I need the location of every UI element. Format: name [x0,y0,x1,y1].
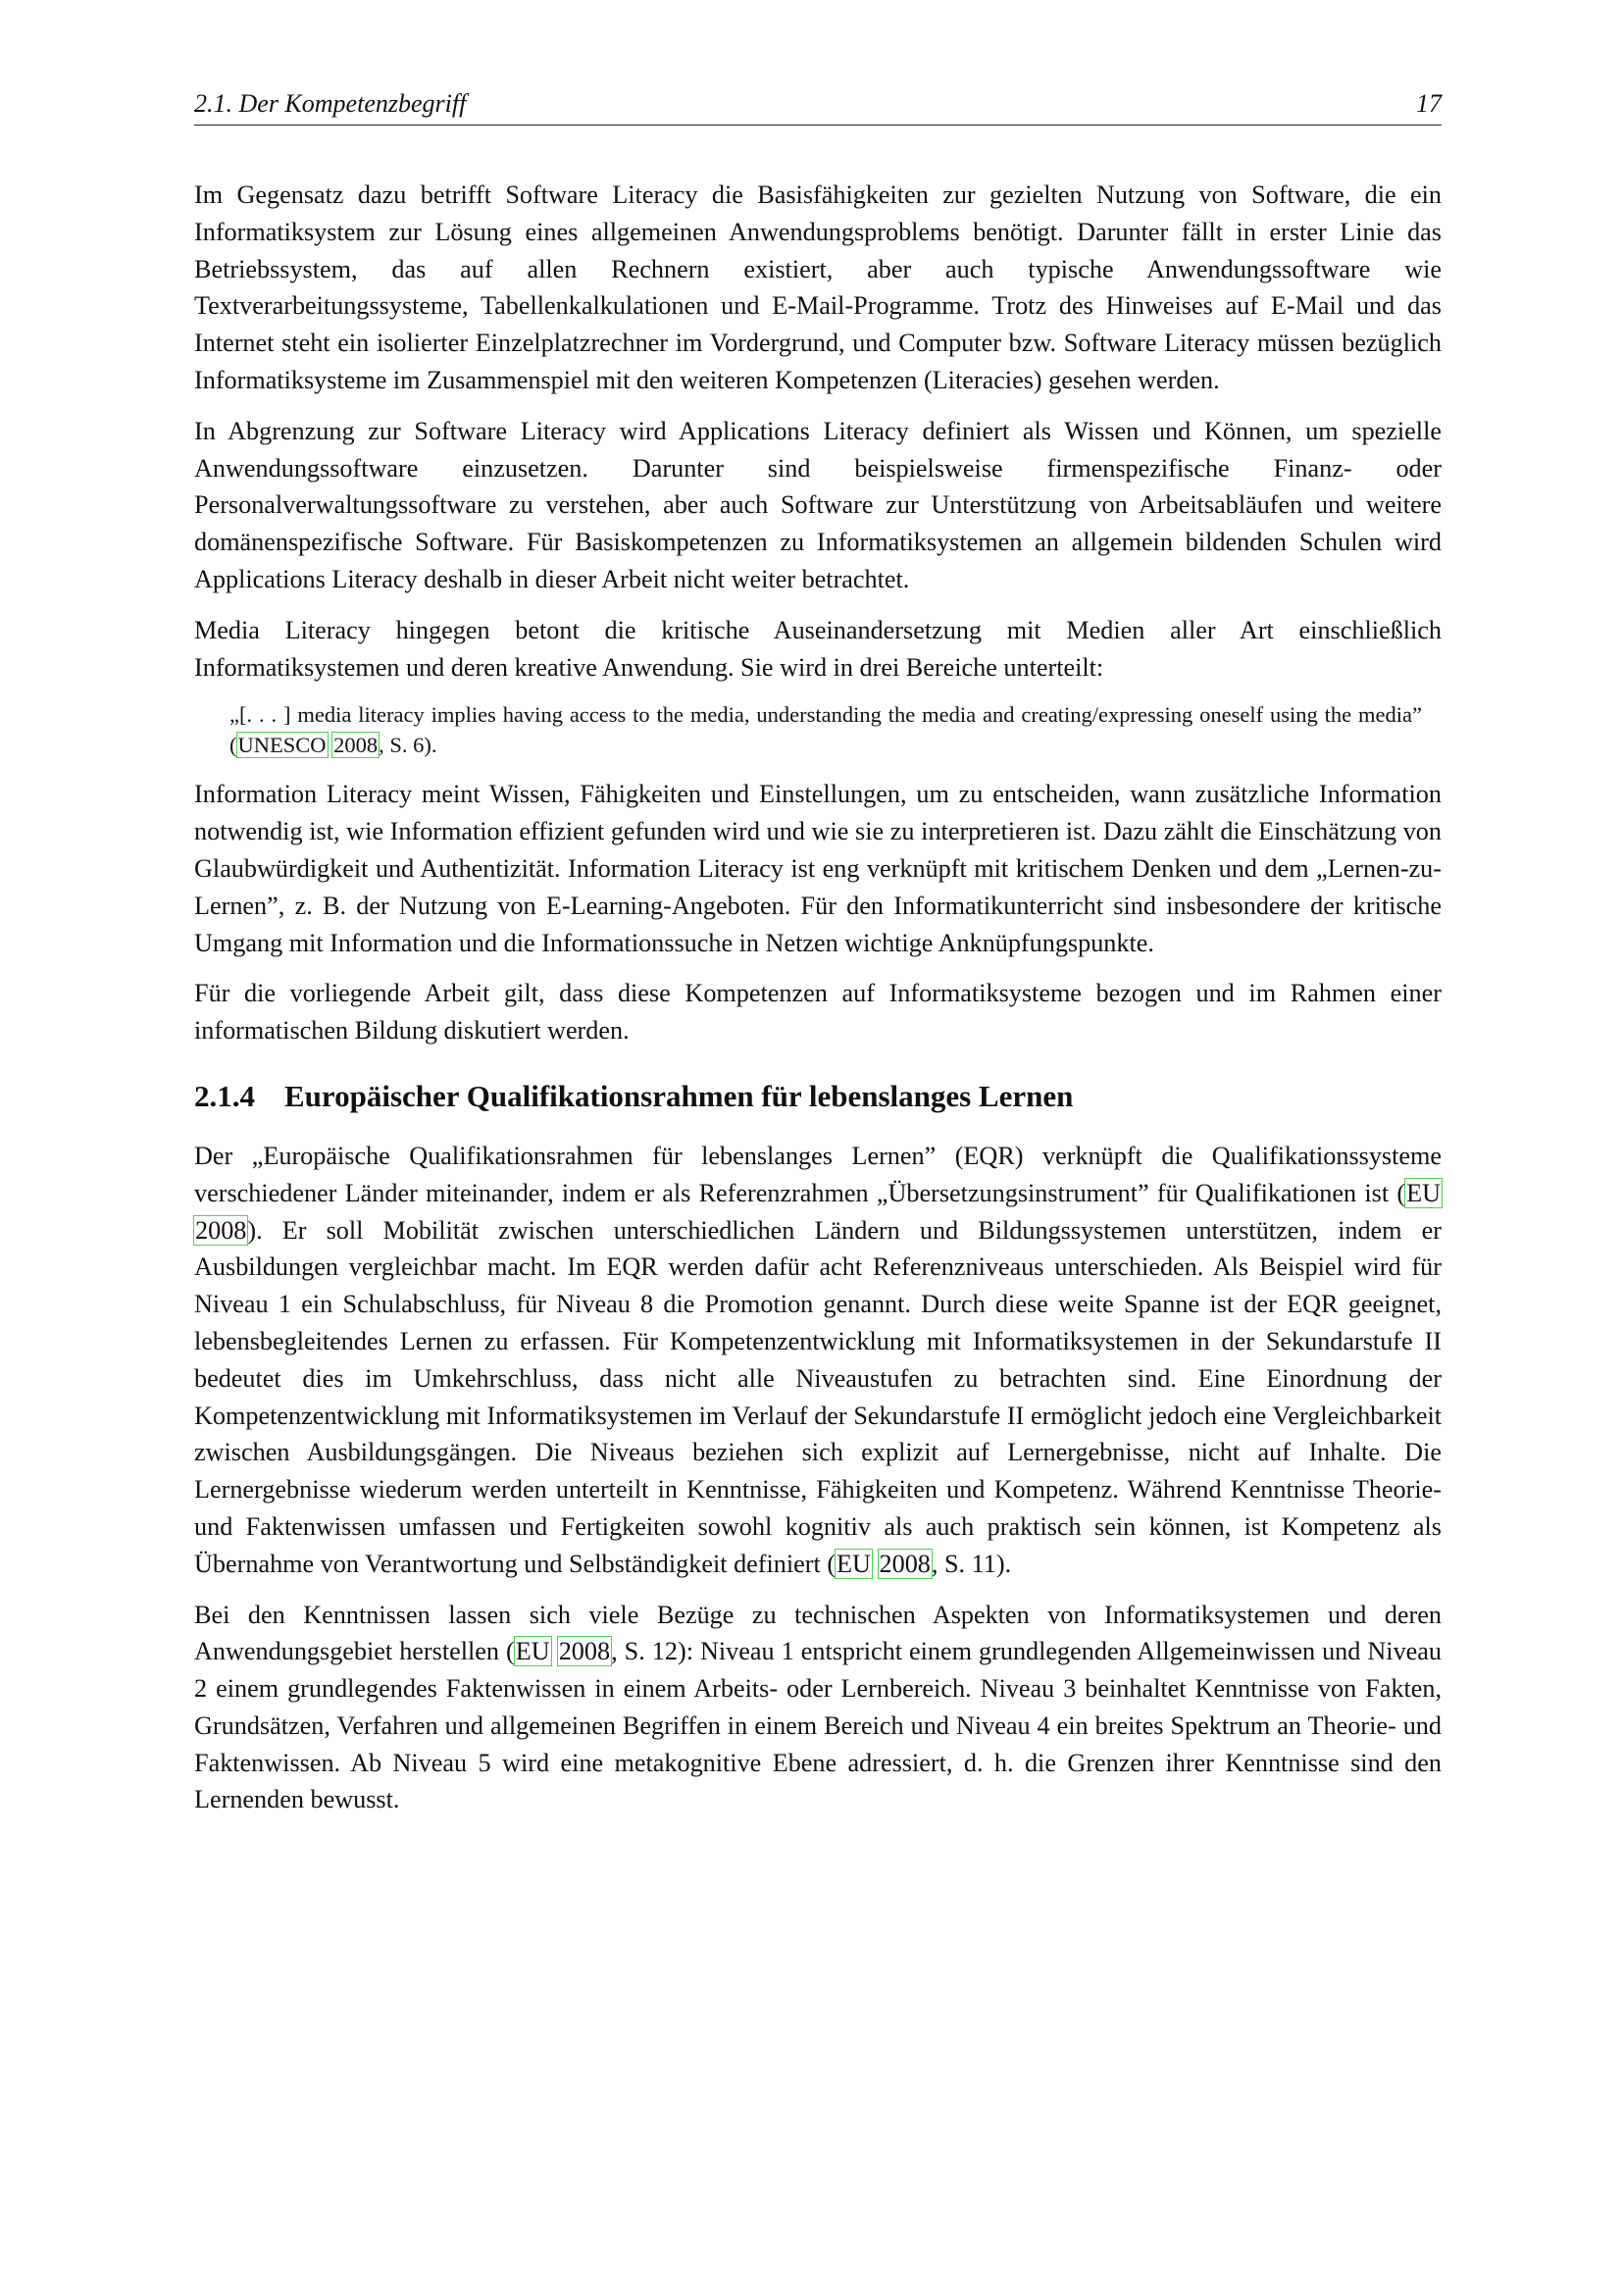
paragraph-conclusion: Für die vorliegende Arbeit gilt, dass diese Kompetenzen auf Informatiksysteme bezogen und im Rahmen einer informatischen Bildung diskutiert werden. [194,979,1442,1046]
quote-suffix: , S. 6). [379,733,437,758]
text-run: Der „Europäische Qualifikationsrahmen für lebenslanges Lernen” (EQR) verknüpft die Qualifikationssysteme verschiedener Länder miteinander, indem er als Referenzrahmen „Übersetzungsinstrument” für Qualifikationen ist ( [194,1141,1442,1207]
citation-link-eu-author[interactable]: EU [837,1549,871,1578]
paragraph-applications-literacy: In Abgrenzung zur Software Literacy wird Applications Literacy definiert als Wissen und Können, um spezielle Anwendungssoftware einzusetzen. Darunter sind beispielsweise firmenspezifische Finanz- oder Personalverwaltungssoftware zu verstehen, aber auch Software zur Unterstützung von Arbeitsabläufen und weitere domänenspezifische Software. Für Basiskompetenzen zu Informatiksystemen an allgemein bildenden Schulen wird Applications Literacy deshalb in dieser Arbeit nicht weiter betrachtet. [194,416,1442,593]
citation-link-unesco-author[interactable]: UNESCO [237,733,327,758]
text-run: ). Er soll Mobilität zwischen unterschiedlichen Ländern und Bildungssystemen unterstützen, indem er Ausbildungen vergleichbar macht. Im EQR werden dafür acht Referenzniveaus unterschieden. Als Beispiel wird für Niveau 1 ein Schulabschluss, für Niveau 8 die Promotion genannt. Durch diese weite Spanne ist der EQR geeignet, lebensbegleitendes Lernen zu erfassen. Für Kompetenzentwicklung mit Informatiksystemen in der Sekundarstufe II bedeutet dies im Umkehrschluss, dass nicht alle Niveaustufen zu betrachten sind. Eine Einordnung der Kompetenzentwicklung mit Informatiksystemen im Verlauf der Sekundarstufe II ermöglicht jedoch eine Vergleichbarkeit zwischen Ausbildungsgängen. Die Niveaus beziehen sich explizit auf Lernergebnisse, nicht auf Inhalte. Die Lernergebnisse wiederum werden unterteilt in Kenntnisse, Fähigkeiten und Kompetenz. Während Kenntnisse Theorie- und Faktenwissen umfassen und Fertigkeiten sowohl kognitiv als auch praktisch sein können, ist Kompetenz als Übernahme von Verantwortung und Selbständigkeit definiert ( [194,1215,1442,1578]
text-run: , S. 12): Niveau 1 entspricht einem grundlegenden Allgemeinwissen und Niveau 2 einem grundlegendes Faktenwissen in einem Arbeits- oder Lernbereich. Niveau 3 beinhaltet Kenntnisse von Fakten, Grundsätzen, Verfahren und allgemeinen Begriffen in einem Bereich und Niveau 4 ein breites Spektrum an Theorie- und Faktenwissen. Ab Niveau 5 wird eine metakognitive Ebene adressiert, d. h. die Grenzen ihrer Kenntnisse sind den Lernenden bewusst. [194,1637,1443,1814]
text-run: Bei den Kenntnissen lassen sich viele Bezüge zu technischen Aspekten von Informatiksystemen und deren Anwendungsgebiet herstellen ( [194,1600,1442,1666]
paragraph-eqr-kenntnisse [194,1597,1442,1819]
paragraph-information-literacy: Information Literacy meint Wissen, Fähigkeiten und Einstellungen, um zu entscheiden, wann zusätzliche Information notwendig ist, wie Information effizient gefunden wird und wie sie zu interpretieren ist. Dazu zählt die Einschätzung von Glaubwürdigkeit und Authentizität. Information Literacy ist eng verknüpft mit kritischem Denken und dem „Lernen-zu-Lernen”, z. B. der Nutzung von E-Learning-Angeboten. Für den Informatikunterricht sind insbesondere der kritische Umgang mit Information und die Informationssuche in Netzen wichtige Anknüpfungspunkte. [194,780,1442,957]
citation-link-eu-year[interactable]: 2008 [879,1549,931,1578]
paragraph-eqr-intro [194,1138,1442,1583]
paragraph-media-literacy: Media Literacy hingegen betont die kritische Auseinandersetzung mit Medien aller Art einschließlich Informatiksystemen und deren kreative Anwendung. Sie wird in drei Bereiche unterteilt: [194,615,1442,682]
citation-link-eu-year[interactable]: 2008 [195,1215,247,1245]
section-heading [194,1077,1442,1116]
citation-link-unesco-year[interactable]: 2008 [333,733,379,758]
running-title: 2.1. Der Kompetenzbegriff [194,89,467,118]
page-header [194,86,1442,126]
block-quote-unesco [194,699,1442,760]
page-number: 17 [1416,89,1442,118]
citation-link-eu-author[interactable]: EU [1406,1178,1441,1207]
section-number: 2.1.4 [194,1078,255,1113]
quote-text: „[. . . ] media literacy implies having access to the media, understanding the media and creating/expressing oneself using the media” ( [229,702,1422,758]
paragraph-software-literacy: Im Gegensatz dazu betrifft Software Literacy die Basisfähigkeiten zur gezielten Nutzung von Software, die ein Informatiksystem zur Lösung eines allgemeinen Anwendungsproblems benötigt. Darunter fällt in erster Linie das Betriebssystem, das auf allen Rechnern existiert, aber auch typische Anwendungssoftware wie Textverarbeitungssysteme, Tabellenkalkulationen und E-Mail-Programme. Trotz des Hinweises auf E-Mail und das Internet steht ein isolierter Einzelplatzrechner im Vordergrund, und Computer bzw. Software Literacy müssen bezüglich Informatiksysteme im Zusammenspiel mit den weiteren Kompetenzen (Literacies) gesehen werden. [194,180,1442,394]
citation-link-eu-author[interactable]: EU [515,1637,550,1666]
text-run: , S. 11). [931,1549,1012,1578]
page-body [194,177,1442,1832]
citation-link-eu-year[interactable]: 2008 [558,1637,611,1666]
section-title: Europäischer Qualifikationsrahmen für lebenslanges Lernen [284,1078,1074,1113]
